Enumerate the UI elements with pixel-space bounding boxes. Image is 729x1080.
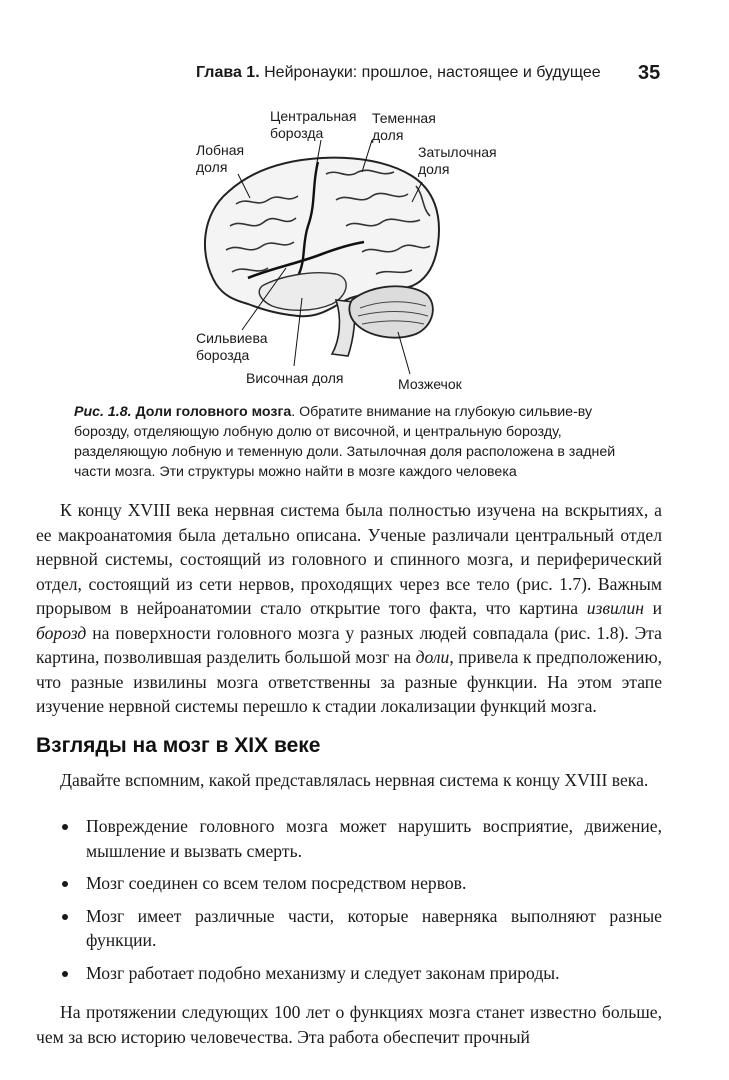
paragraph-1-text-a: К концу XVIII века нервная система была полностью изучена на вскрытиях, а ее макроанатомия была детально описана. Ученые различали центральный отдел нервной системы, состоящий из головного и спинного мозга, и периферический отдел, состоящий из сети нервов, проходящих через все тело (рис. 1.7). Важным прорывом в нейроанатомии стало открытие того факта, что картина [36, 500, 662, 618]
label-occipital-lobe: Затылочная доля [418, 144, 497, 177]
label-cerebellum: Мозжечок [398, 376, 462, 392]
bullet-dot-icon [62, 914, 68, 920]
paragraph-1 [36, 498, 662, 719]
paragraph-2: Давайте вспомним, какой представлялась нервная система к концу XVIII века. [60, 770, 649, 790]
caption-title: Доли головного мозга [135, 404, 292, 420]
label-central-sulcus: Центральная борозда [270, 108, 357, 141]
paragraph-1-text-b: и [644, 598, 662, 618]
bullet-dot-icon [62, 971, 68, 977]
section-title: Взгляды на мозг в XIX веке [36, 734, 321, 757]
paragraph-1-emphasis-lobes: доли [415, 647, 450, 667]
chapter-title: Нейронауки: прошлое, настоящее и будущее [264, 64, 601, 81]
list-item [36, 871, 662, 896]
paragraph-3: На протяжении следующих 100 лет о функциях мозга станет известно больше, чем за всю историю человечества. Эта работа обеспечит прочный [36, 1002, 662, 1047]
page-number: 35 [638, 62, 661, 84]
list-item-text: Мозг имеет различные части, которые наверняка выполняют разные функции. [86, 905, 662, 950]
list-item-text: Мозг работает подобно механизму и следует законам природы. [86, 962, 560, 983]
caption-number: Рис. 1.8. [74, 404, 132, 420]
paragraph-1-emphasis-gyri: извилин [586, 598, 644, 618]
paragraph-1-text-d: , привела к предположению, что разные извилины мозга ответственны за разные функции. На этом этапе изучение нервной системы перешло к стадии локализации функций мозга. [36, 647, 662, 716]
bullet-list [36, 814, 662, 993]
chapter-heading [196, 64, 601, 82]
label-sylvian-fissure: Сильвиева борозда [196, 330, 268, 363]
list-item-text: Повреждение головного мозга может нарушить восприятие, движение, мышление и вызвать смерть. [86, 816, 662, 861]
list-item [36, 814, 662, 863]
paragraph-1-text-c: на поверхности головного мозга у разных людей совпадала (рис. 1.8). Эта картина, позволившая разделить большой мозг на [36, 622, 662, 667]
label-parietal-lobe: Теменная доля [372, 110, 436, 143]
list-item [36, 961, 662, 986]
label-frontal-lobe: Лобная доля [196, 142, 245, 175]
list-item-text: Мозг соединен со всем телом посредством нервов. [86, 873, 467, 893]
label-temporal-lobe: Височная доля [246, 370, 344, 386]
bullet-dot-icon [62, 824, 68, 830]
chapter-label: Глава 1. [196, 64, 260, 81]
paragraph-1-emphasis-sulci: борозд [36, 622, 87, 643]
figure-caption [74, 402, 634, 482]
brain-figure [176, 104, 496, 394]
running-header [0, 62, 729, 88]
caption-text: . Обратите внимание на глубокую сильвие-ву борозду, отделяющую лобную долю от височной, и центральную борозду, разделяющую лобную и теменную доли. Затылочная доля расположена в задней части мозга. Эти структуры можно найти в мозге каждого человека [74, 404, 616, 480]
list-item [36, 904, 662, 953]
bullet-dot-icon [62, 881, 68, 887]
